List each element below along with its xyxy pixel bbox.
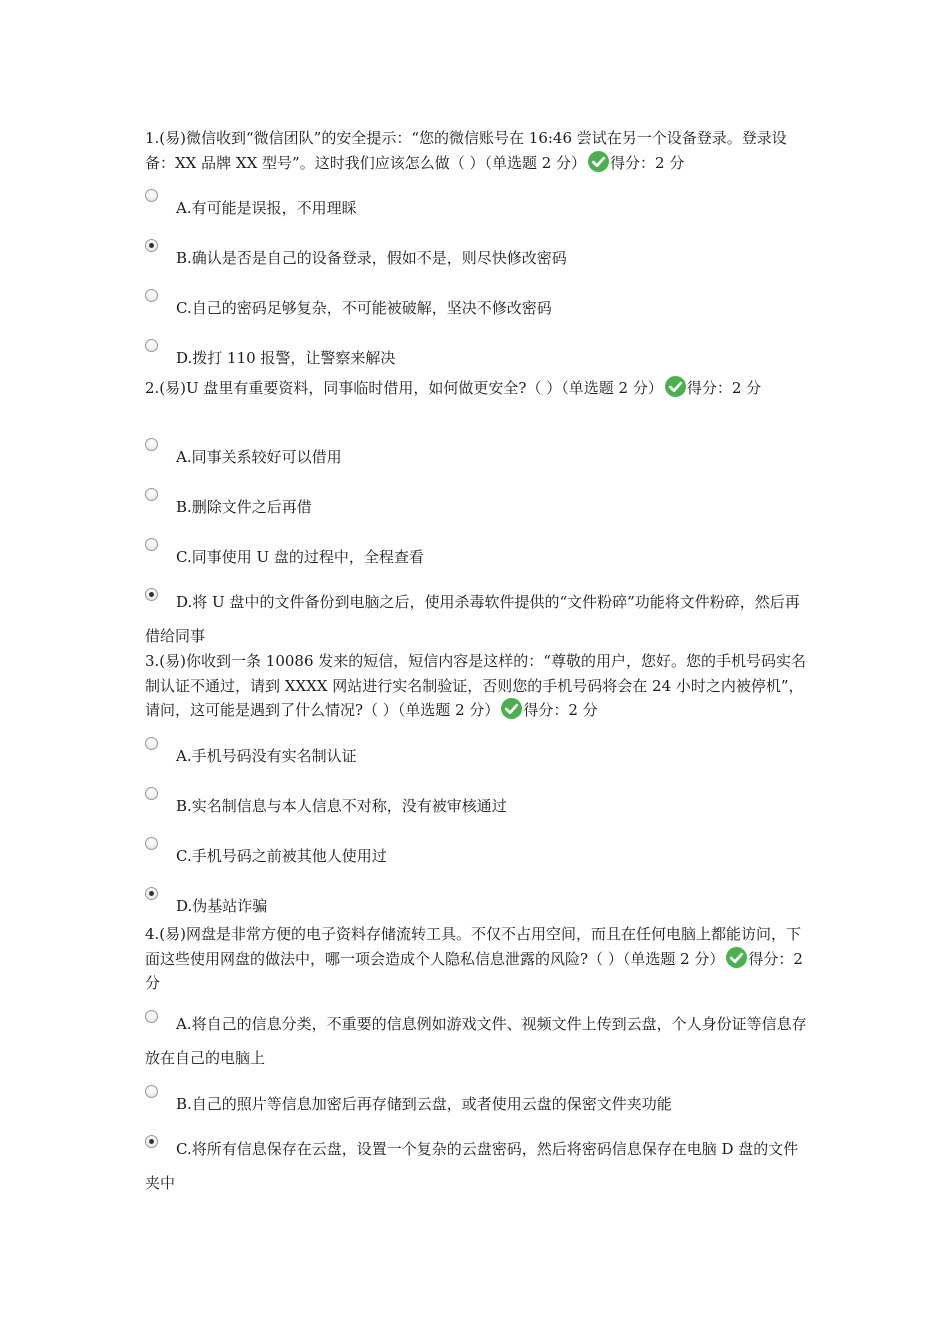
option-label: C.手机号码之前被其他人使用过 <box>176 847 387 865</box>
check-icon <box>588 151 609 172</box>
question-2-stem: 2.(易)U 盘里有重要资料，同事临时借用，如何做更安全?（ ）（单选题 2 分） <box>145 379 663 397</box>
radio-button[interactable] <box>145 339 158 352</box>
option-label: B.删除文件之后再借 <box>176 498 312 516</box>
option-label: D.将 U 盘中的文件备份到电脑之后，使用杀毒软件提供的“文件粉碎”功能将文件粉碎，然后再借给同事 <box>145 593 800 645</box>
question-4-score: 得分：2 分 <box>145 949 803 992</box>
option-label: A.有可能是误报，不用理睬 <box>176 199 357 217</box>
option-label: D.拨打 110 报警，让警察来解决 <box>176 349 396 367</box>
option-label: A.手机号码没有实名制认证 <box>176 747 357 765</box>
option-label: A.同事关系较好可以借用 <box>176 448 342 466</box>
option-label: C.自己的密码足够复杂，不可能被破解，坚决不修改密码 <box>176 299 552 317</box>
question-1-score: 得分：2 分 <box>610 153 685 172</box>
question-3-score: 得分：2 分 <box>523 701 598 719</box>
question-4-stem: 4.(易)网盘是非常方便的电子资料存储流转工具。不仅不占用空间，而且在任何电脑上都能访问，下面这些使用网盘的做法中，哪一项会造成个人隐私信息泄露的风险?（ ）（单选题 2 分） <box>145 925 802 968</box>
question-1-stem: 1.(易)微信收到“微信团队”的安全提示：“您的微信账号在 16:46 尝试在另一个设备登录。登录设备：XX 品牌 XX 型号”。这时我们应该怎么做（ ）（单选题 2 分） <box>145 129 787 172</box>
question-4 <box>145 922 810 996</box>
radio-button[interactable] <box>145 189 158 202</box>
question-3-stem: 3.(易)你收到一条 10086 发来的短信，短信内容是这样的：“尊敬的用户，您好。您的手机号码实名制认证不通过，请到 XXXX 网站进行实名制验证，否则您的手机号码将会在 24 小时之内被停机”，请问，这可能是遇到了什么情况?（ ）（单选题 2 分） <box>145 652 806 719</box>
check-icon <box>501 698 522 719</box>
option-label: B.确认是否是自己的设备登录，假如不是，则尽快修改密码 <box>176 249 567 267</box>
option-label: C.将所有信息保存在云盘，设置一个复杂的云盘密码，然后将密码信息保存在电脑 D 盘的文件夹中 <box>145 1140 799 1192</box>
question-1 <box>145 126 810 175</box>
radio-button[interactable] <box>145 787 158 800</box>
option-label: B.实名制信息与本人信息不对称，没有被审核通过 <box>176 797 507 815</box>
radio-button-selected[interactable] <box>145 887 158 900</box>
radio-button-selected[interactable] <box>145 239 158 252</box>
radio-button[interactable] <box>145 488 158 501</box>
question-3 <box>145 649 810 723</box>
radio-button[interactable] <box>145 1085 158 1098</box>
option-label: A.将自己的信息分类，不重要的信息例如游戏文件、视频文件上传到云盘，个人身份证等信息存放在自己的电脑上 <box>145 1015 807 1067</box>
option-label: C.同事使用 U 盘的过程中，全程查看 <box>176 548 424 566</box>
radio-button[interactable] <box>145 538 158 551</box>
radio-button[interactable] <box>145 289 158 302</box>
check-icon <box>665 376 686 397</box>
radio-button[interactable] <box>145 837 158 850</box>
radio-button[interactable] <box>145 737 158 750</box>
radio-button[interactable] <box>145 438 158 451</box>
check-icon <box>726 947 747 968</box>
question-2 <box>145 376 810 401</box>
option-label: B.自己的照片等信息加密后再存储到云盘，或者使用云盘的保密文件夹功能 <box>176 1095 672 1113</box>
option-label: D.伪基站诈骗 <box>176 897 268 915</box>
question-2-score: 得分：2 分 <box>686 379 762 397</box>
